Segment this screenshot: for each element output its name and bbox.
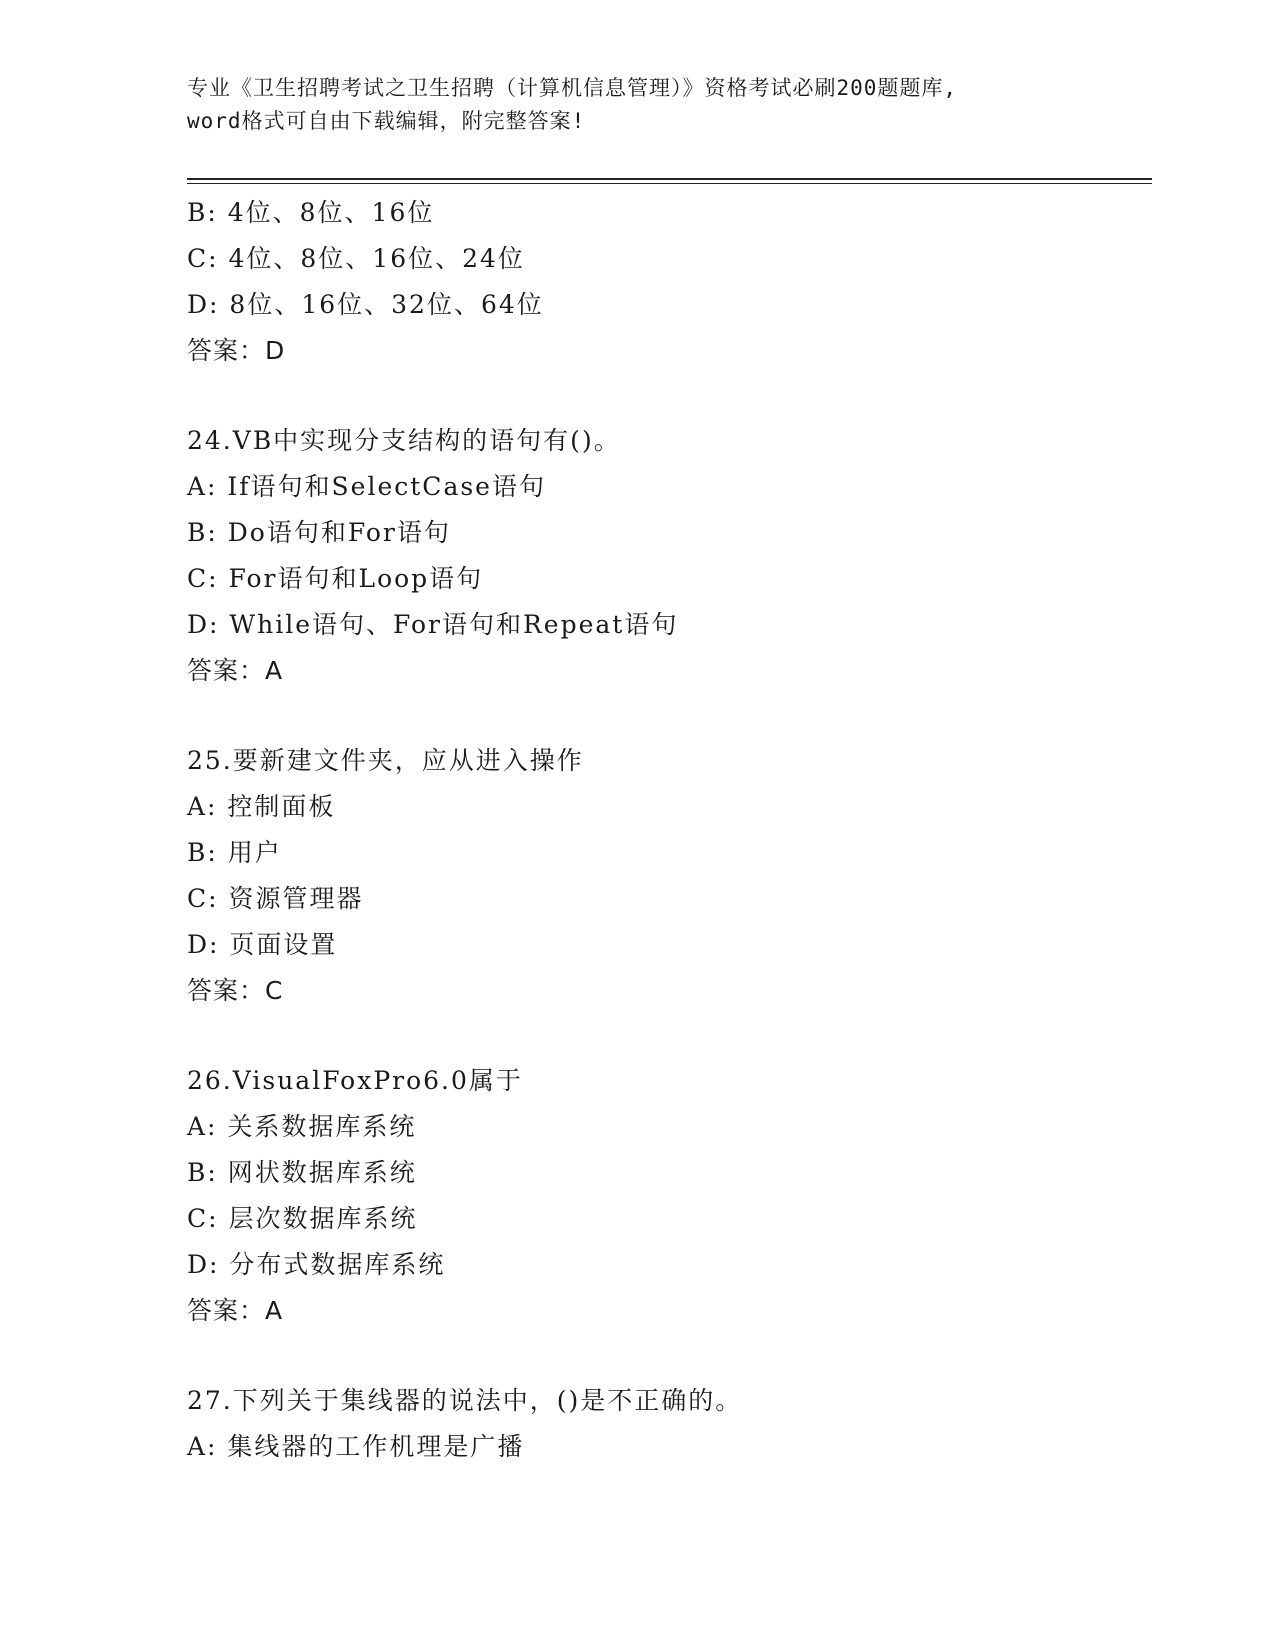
- header-subtitle-line: word格式可自由下载编辑，附完整答案!: [187, 109, 586, 133]
- option-d: D: While语句、For语句和Repeat语句: [187, 610, 679, 639]
- header-divider-thin: [187, 183, 1152, 184]
- document-header: [187, 72, 1087, 138]
- answer-line: 答案：D: [187, 336, 286, 365]
- question-list: [187, 190, 1152, 1470]
- header-title-line: 专业《卫生招聘考试之卫生招聘（计算机信息管理）》资格考试必刷200题题库,: [187, 76, 958, 100]
- question-text: 27.下列关于集线器的说法中，()是不正确的。: [187, 1386, 743, 1415]
- option-a: A: 关系数据库系统: [187, 1112, 417, 1141]
- option-a: A: 控制面板: [187, 792, 336, 821]
- option-b: B: Do语句和For语句: [187, 518, 451, 547]
- question-text: 26.VisualFoxPro6.0属于: [187, 1066, 523, 1095]
- answer-line: 答案：A: [187, 1296, 284, 1325]
- option-a: A: If语句和SelectCase语句: [187, 472, 546, 501]
- option-b: B: 网状数据库系统: [187, 1158, 417, 1187]
- option-c: C: For语句和Loop语句: [187, 564, 484, 593]
- option-b: B: 4位、8位、16位: [187, 198, 435, 227]
- question-block: [187, 190, 1152, 374]
- question-block: [187, 738, 1152, 1014]
- option-d: D: 分布式数据库系统: [187, 1250, 446, 1279]
- question-text: 24.VB中实现分支结构的语句有()。: [187, 426, 621, 455]
- question-block: [187, 1058, 1152, 1334]
- answer-line: 答案：C: [187, 976, 284, 1005]
- answer-line: 答案：A: [187, 656, 284, 685]
- option-c: C: 4位、8位、16位、24位: [187, 244, 525, 273]
- option-c: C: 资源管理器: [187, 884, 364, 913]
- question-text: 25.要新建文件夹，应从进入操作: [187, 746, 584, 775]
- question-block: [187, 1378, 1152, 1470]
- option-d: D: 页面设置: [187, 930, 338, 959]
- header-divider: [187, 178, 1152, 180]
- question-block: [187, 418, 1152, 694]
- option-d: D: 8位、16位、32位、64位: [187, 290, 544, 319]
- option-c: C: 层次数据库系统: [187, 1204, 418, 1233]
- option-a: A: 集线器的工作机理是广播: [187, 1432, 525, 1461]
- option-b: B: 用户: [187, 838, 282, 867]
